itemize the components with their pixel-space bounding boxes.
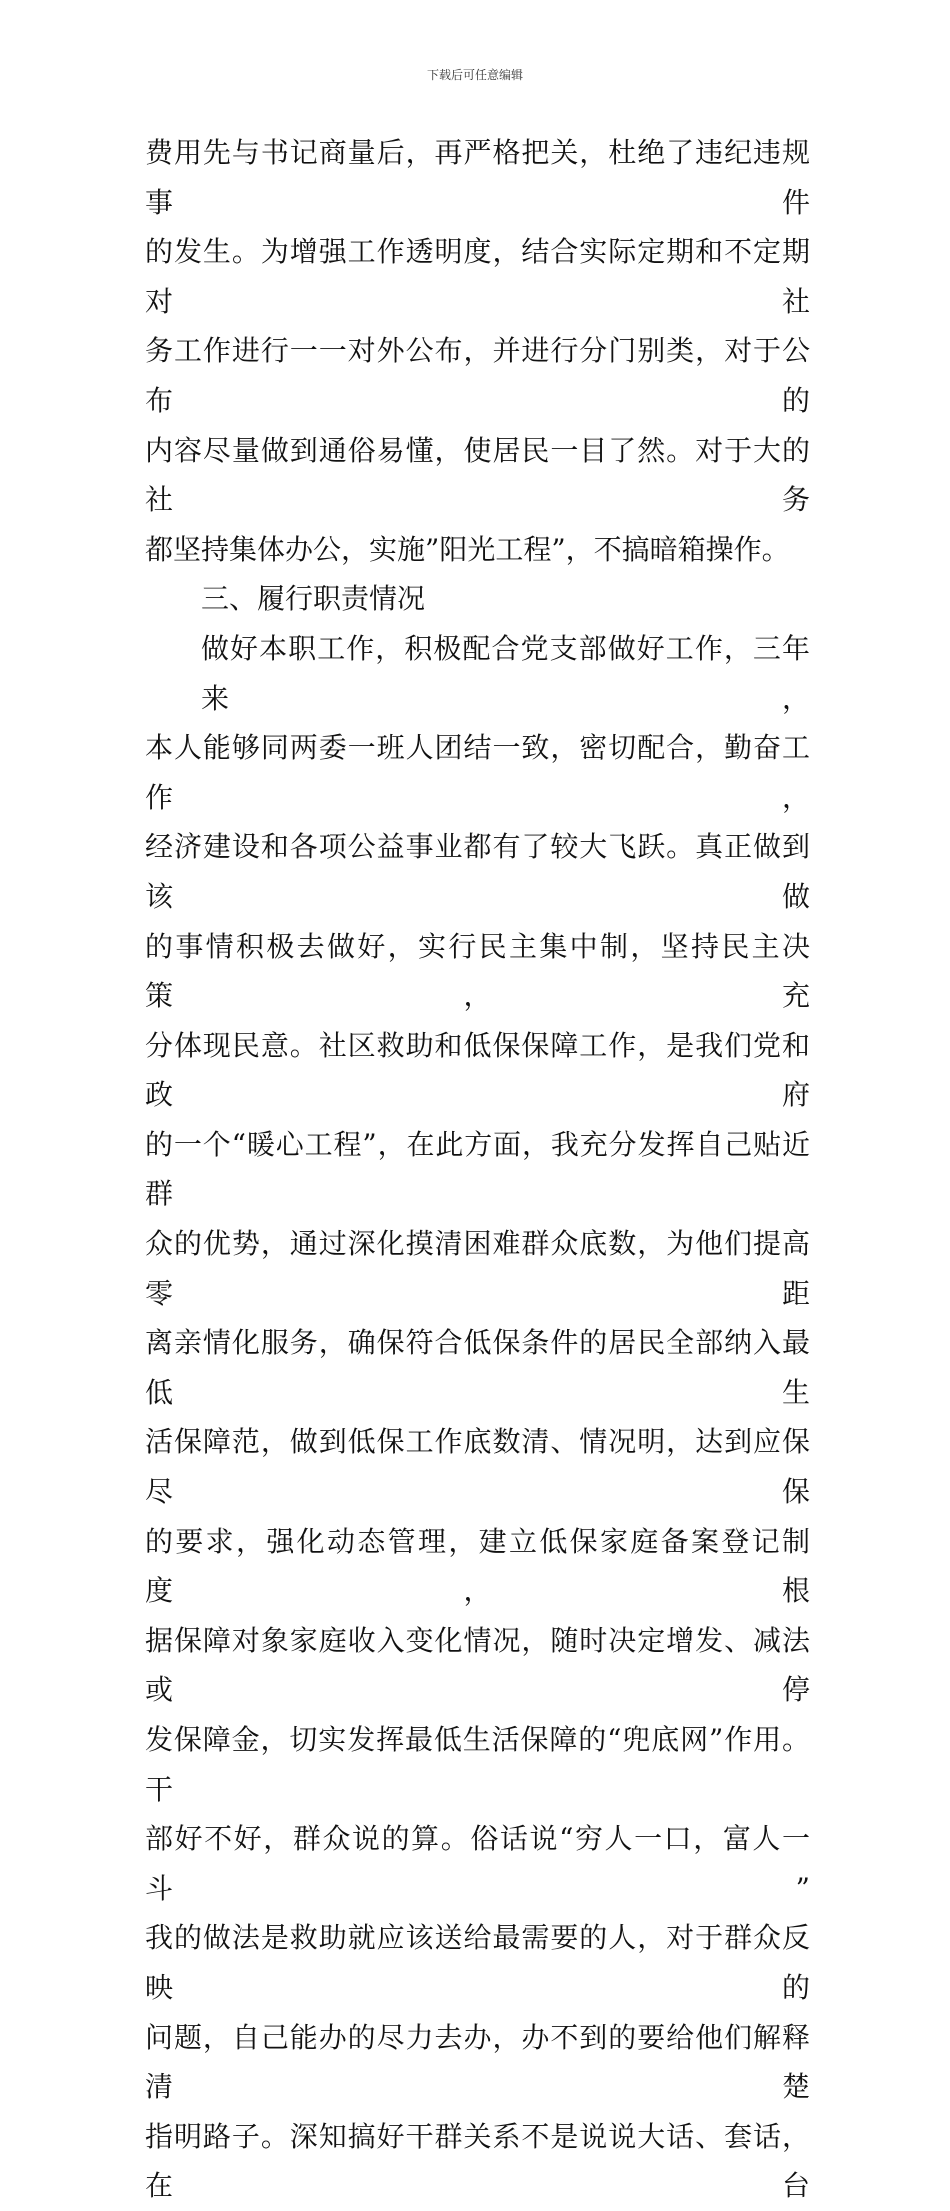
text-line: 问题，自己能办的尽力去办，办不到的要给他们解释清楚 <box>145 2020 810 2104</box>
text-line: 活保障范，做到低保工作底数清、情况明，达到应保尽保 <box>145 1425 810 1509</box>
text-line: 离亲情化服务，确保符合低保条件的居民全部纳入最低生 <box>145 1326 810 1409</box>
text-line: 的事情积极去做好，实行民主集中制，坚持民主决策，充 <box>145 929 810 1013</box>
text-line: 的一个“暖心工程”，在此方面，我充分发挥自己贴近群 <box>145 1127 810 1211</box>
body-text <box>145 128 810 2211</box>
text-line: 分体现民意。社区救助和低保保障工作，是我们党和政府 <box>145 1028 810 1112</box>
text-line: 指明路子。深知搞好干群关系不是说说大话、套话，在台 <box>145 2119 810 2203</box>
header-note: 下载后可任意编辑 <box>426 68 523 82</box>
text-line: 发保障金，切实发挥最低生活保障的“兜底网”作用。干 <box>145 1723 810 1806</box>
text-line: 我的做法是救助就应该送给最需要的人，对于群众反映的 <box>145 1921 810 2004</box>
text-line: 都坚持集体办公，实施”阳光工程”，不搞暗箱操作。 <box>145 532 790 566</box>
text-line: 据保障对象家庭收入变化情况，随时决定增发、减法或停 <box>145 1623 810 1707</box>
text-line: 本人能够同两委一班人团结一致，密切配合，勤奋工作， <box>145 731 810 814</box>
text-line: 内容尽量做到通俗易懂，使居民一目了然。对于大的社务 <box>145 433 810 517</box>
text-line: 做好本职工作，积极配合党支部做好工作，三年来， <box>201 631 810 715</box>
text-line: 部好不好，群众说的算。俗话说“穷人一口，富人一斗” <box>145 1822 810 1905</box>
text-line: 的要求，强化动态管理，建立低保家庭备案登记制度，根 <box>145 1524 810 1608</box>
text-line: 经济建设和各项公益事业都有了较大飞跃。真正做到该做 <box>145 830 810 913</box>
text-line: 费用先与书记商量后，再严格把关，杜绝了违纪违规事件 <box>145 136 810 219</box>
text-line: 务工作进行一一对外公布，并进行分门别类，对于公布的 <box>145 334 810 417</box>
section-heading: 三、履行职责情况 <box>201 582 426 616</box>
text-line: 众的优势，通过深化摸清困难群众底数，为他们提高零距 <box>145 1227 810 1310</box>
text-line: 的发生。为增强工作透明度，结合实际定期和不定期对社 <box>145 235 810 318</box>
